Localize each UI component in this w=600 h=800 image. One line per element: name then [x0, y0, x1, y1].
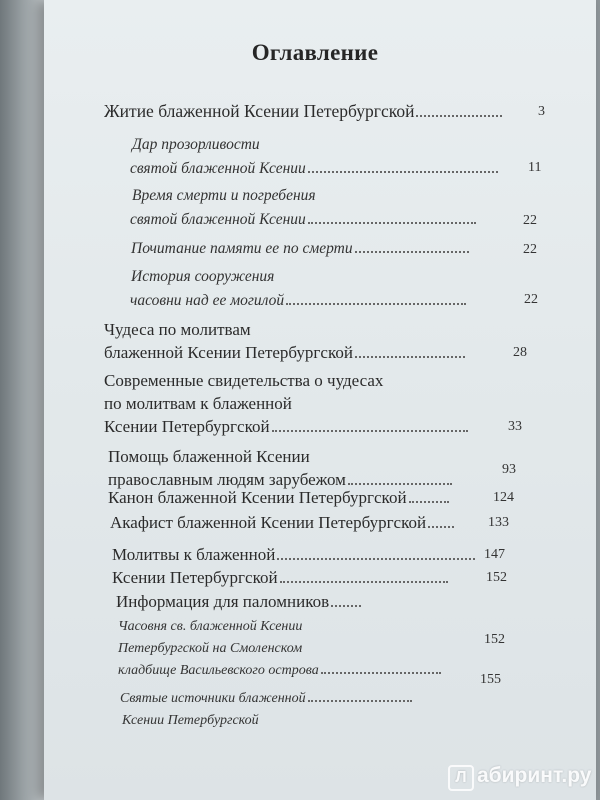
toc-entry-4-page: 22 — [523, 242, 537, 257]
toc-entry-2[interactable] — [130, 159, 500, 179]
toc-entry-7-line-1: Современные свидетельства о чудесах — [104, 371, 384, 390]
toc-entry-13-line-2: Петербургской на Смоленском — [118, 641, 303, 656]
toc-entry-9[interactable] — [108, 488, 451, 508]
toc-entry-2-line-2: святой блаженной Ксении — [130, 160, 306, 177]
toc-entry-13-line-3: кладбище Васильевского острова — [118, 663, 319, 678]
leader-dots — [409, 500, 449, 503]
toc-entry-7[interactable] — [104, 417, 470, 437]
toc-entry-7-page: 33 — [508, 419, 522, 434]
leader-dots — [280, 580, 448, 583]
toc-entry-6-line-1: Чудеса по молитвам — [104, 320, 251, 339]
toc-entry-14-line-1: Святые источники блаженной — [120, 691, 306, 706]
toc-entry-4-line-1: Почитание памяти ее по смерти — [131, 240, 353, 257]
leader-dots — [286, 302, 466, 305]
leader-dots — [308, 221, 476, 224]
toc-entry-3-page: 22 — [523, 213, 537, 228]
page-title: Оглавление — [251, 40, 379, 65]
book-edge — [0, 0, 44, 800]
toc-entry-8-line-2: православным людям зарубежом — [108, 470, 346, 489]
leader-dots — [416, 114, 502, 117]
leader-dots — [308, 170, 498, 173]
toc-entry-5[interactable] — [130, 291, 468, 311]
leader-dots — [321, 671, 441, 674]
toc-entry-12-line-1: Информация для паломников — [116, 592, 330, 611]
watermark-mark: Л — [448, 765, 474, 791]
toc-entry-1-line-1: Житие блаженной Ксении Петербургской — [104, 101, 415, 121]
toc-entry-13-page: 152 — [484, 632, 505, 647]
toc-entry-5-line-1: История сооружения — [131, 268, 275, 285]
toc-entry-12[interactable] — [116, 592, 363, 612]
toc-entry-13[interactable] — [118, 661, 443, 681]
toc-entry-14[interactable] — [120, 689, 414, 709]
toc-entry-9-page: 124 — [493, 490, 514, 505]
toc-entry-3-line-1: Время смерти и погребения — [132, 187, 316, 204]
toc-entry-10-line-1: Акафист блаженной Ксении Петербургской — [110, 513, 427, 532]
toc-entry-10[interactable] — [110, 513, 456, 533]
watermark-logo — [448, 764, 592, 791]
toc-entry-1[interactable] — [104, 101, 504, 121]
toc-entry-3-line-2: святой блаженной Ксении — [130, 211, 306, 228]
toc-entry-2-line-1: Дар прозорливости — [132, 136, 260, 153]
leader-dots — [355, 355, 465, 358]
toc-entry-10-page: 133 — [488, 515, 509, 530]
toc-entry-5-page: 22 — [524, 292, 538, 307]
toc-entry-7-line-3: Ксении Петербургской — [104, 417, 270, 436]
toc-entry-11-line-1: Молитвы к блаженной — [112, 545, 276, 564]
toc-entry-11-cont[interactable] — [112, 568, 450, 588]
leader-dots — [428, 525, 454, 528]
toc-entry-6-line-2: блаженной Ксении Петербургской — [104, 343, 353, 362]
toc-entry-2-page: 11 — [528, 160, 542, 175]
leader-dots — [355, 250, 469, 253]
toc-entry-6-page: 28 — [513, 345, 527, 360]
toc-entry-5-line-2: часовни над ее могилой — [130, 292, 285, 309]
toc-entry-14-page: 155 — [480, 672, 501, 687]
toc-entry-6[interactable] — [104, 343, 467, 363]
toc-entry-1-page: 3 — [538, 104, 545, 119]
toc-entry-11-page: 147 — [484, 547, 505, 562]
toc-entry-8-page: 93 — [502, 462, 516, 477]
toc-entry-11-page-2: 152 — [486, 570, 507, 585]
toc-entry-3[interactable] — [130, 210, 478, 230]
leader-dots — [331, 604, 361, 607]
toc-entry-4[interactable] — [131, 239, 471, 259]
toc-entry-8-line-1: Помощь блаженной Ксении — [108, 447, 310, 466]
toc-entry-11[interactable] — [112, 545, 477, 565]
toc-entry-11-line-2: Ксении Петербургской — [112, 568, 278, 587]
toc-entry-8[interactable] — [108, 470, 454, 490]
toc-entry-7-line-2: по молитвам к блаженной — [104, 394, 292, 413]
toc-entry-9-line-1: Канон блаженной Ксении Петербургской — [108, 488, 407, 507]
toc-entry-13-line-1: Часовня св. блаженной Ксении — [118, 619, 303, 634]
watermark-text: абиринт.ру — [477, 764, 592, 787]
toc-entry-14-line-2: Ксении Петербургской — [122, 713, 259, 728]
leader-dots — [277, 557, 475, 560]
leader-dots — [272, 429, 468, 432]
leader-dots — [348, 482, 452, 485]
leader-dots — [308, 699, 412, 702]
